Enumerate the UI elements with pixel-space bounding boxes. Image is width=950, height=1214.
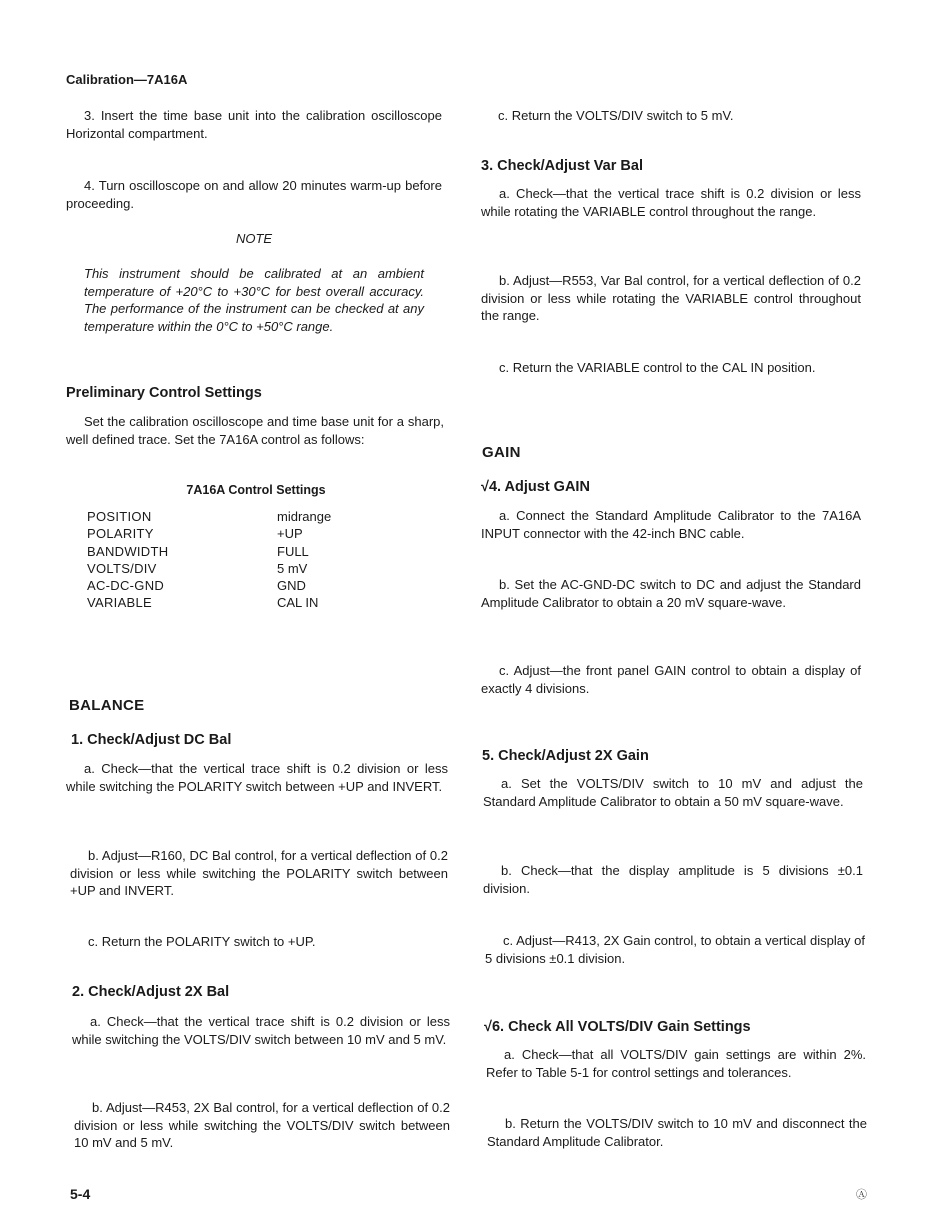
var-bal-step-a: a. Check—that the vertical trace shift is 0.2 division or less while rotating the VARIABLE control throughout the range. [481, 186, 861, 219]
page-header: Calibration—7A16A [66, 72, 188, 87]
var-bal-heading: 3. Check/Adjust Var Bal [481, 158, 643, 174]
x2-gain-step-a: a. Set the VOLTS/DIV switch to 10 mV and adjust the Standard Amplitude Calibrator to obtain a 50 mV square-wave. [483, 776, 863, 809]
note-title: NOTE [235, 231, 273, 246]
x2-bal-step-a: a. Check—that the vertical trace shift is 0.2 division or less while switching the VOLTS/DIV switch between 10 mV and 5 mV. [72, 1014, 450, 1047]
all-gain-heading: √6. Check All VOLTS/DIV Gain Settings [484, 1019, 751, 1035]
table-title: 7A16A Control Settings [186, 483, 326, 497]
table-row [87, 578, 331, 595]
all-gain-step-b: b. Return the VOLTS/DIV switch to 10 mV and disconnect the Standard Amplitude Calibrator. [487, 1116, 867, 1149]
all-gain-step-a: a. Check—that all VOLTS/DIV gain settings are within 2%. Refer to Table 5-1 for control settings and tolerances. [486, 1047, 866, 1080]
note-body: This instrument should be calibrated at an ambient temperature of +20°C to +30°C for best overall accuracy. The performance of the instrument can be checked at any temperature within the 0°C to +50°C range. [84, 266, 424, 334]
prelim-text: Set the calibration oscilloscope and time base unit for a sharp, well defined trace. Set the 7A16A control as follows: [66, 414, 444, 447]
table-cell-setting: +UP [277, 526, 303, 542]
x2-bal-heading: 2. Check/Adjust 2X Bal [72, 984, 230, 1000]
dc-bal-step-c: c. Return the POLARITY switch to +UP. [88, 934, 316, 949]
step-3-text: 3. Insert the time base unit into the calibration oscilloscope Horizontal compartment. [66, 108, 442, 141]
x2-gain-step-b: b. Check—that the display amplitude is 5 divisions ±0.1 division. [483, 863, 863, 896]
adjust-gain-step-b: b. Set the AC-GND-DC switch to DC and adjust the Standard Amplitude Calibrator to obtain a 20 mV square-wave. [481, 577, 861, 610]
adjust-gain-step-a: a. Connect the Standard Amplitude Calibrator to the 7A16A INPUT connector with the 42-inch BNC cable. [481, 508, 861, 541]
table-cell-control: AC-DC-GND [87, 578, 165, 594]
table-cell-control: POSITION [87, 509, 152, 524]
var-bal-step-b: b. Adjust—R553, Var Bal control, for a vertical deflection of 0.2 division or less while rotating the VARIABLE control throughout the range. [481, 273, 861, 323]
x2-bal-step-c: c. Return the VOLTS/DIV switch to 5 mV. [498, 108, 734, 123]
adjust-gain-step-c: c. Adjust—the front panel GAIN control to obtain a display of exactly 4 divisions. [481, 663, 861, 696]
x2-gain-step-c: c. Adjust—R413, 2X Gain control, to obtain a vertical display of 5 divisions ±0.1 division. [485, 933, 865, 966]
table-cell-control: VOLTS/DIV [87, 560, 157, 576]
table-cell-setting: GND [277, 578, 306, 594]
dc-bal-heading: 1. Check/Adjust DC Bal [71, 732, 232, 748]
table-cell-setting: midrange [277, 509, 332, 524]
table-row [87, 526, 331, 543]
dc-bal-step-b: b. Adjust—R160, DC Bal control, for a vertical deflection of 0.2 division or less while switching the POLARITY switch between +UP and INVERT. [70, 848, 448, 898]
table-cell-control: BANDWIDTH [87, 543, 169, 559]
x2-gain-heading: 5. Check/Adjust 2X Gain [482, 748, 649, 764]
page-number: 5-4 [70, 1186, 91, 1202]
prelim-heading: Preliminary Control Settings [66, 385, 262, 401]
var-bal-step-c: c. Return the VARIABLE control to the CAL IN position. [499, 360, 816, 375]
dc-bal-step-a: a. Check—that the vertical trace shift is 0.2 division or less while switching the POLARITY switch between +UP and INVERT. [66, 761, 448, 794]
table-cell-control: POLARITY [87, 526, 154, 542]
step-4-text: 4. Turn oscilloscope on and allow 20 minutes warm-up before proceeding. [66, 178, 442, 211]
balance-heading: BALANCE [69, 697, 145, 714]
table-row [87, 561, 331, 578]
table-cell-setting: 5 mV [277, 560, 308, 576]
gain-heading: GAIN [482, 444, 521, 461]
table-cell-setting: CAL IN [277, 595, 319, 611]
x2-bal-step-b: b. Adjust—R453, 2X Bal control, for a vertical deflection of 0.2 division or less while switching the VOLTS/DIV switch between 10 mV and 5 mV. [74, 1100, 450, 1150]
adjust-gain-heading: √4. Adjust GAIN [481, 479, 590, 495]
control-settings-table [87, 509, 331, 613]
table-cell-setting: FULL [277, 543, 309, 559]
table-cell-control: VARIABLE [87, 595, 153, 611]
table-row [87, 544, 331, 561]
table-row [87, 595, 331, 612]
table-row [87, 509, 331, 526]
revision-mark: Ⓐ [856, 1189, 867, 1201]
